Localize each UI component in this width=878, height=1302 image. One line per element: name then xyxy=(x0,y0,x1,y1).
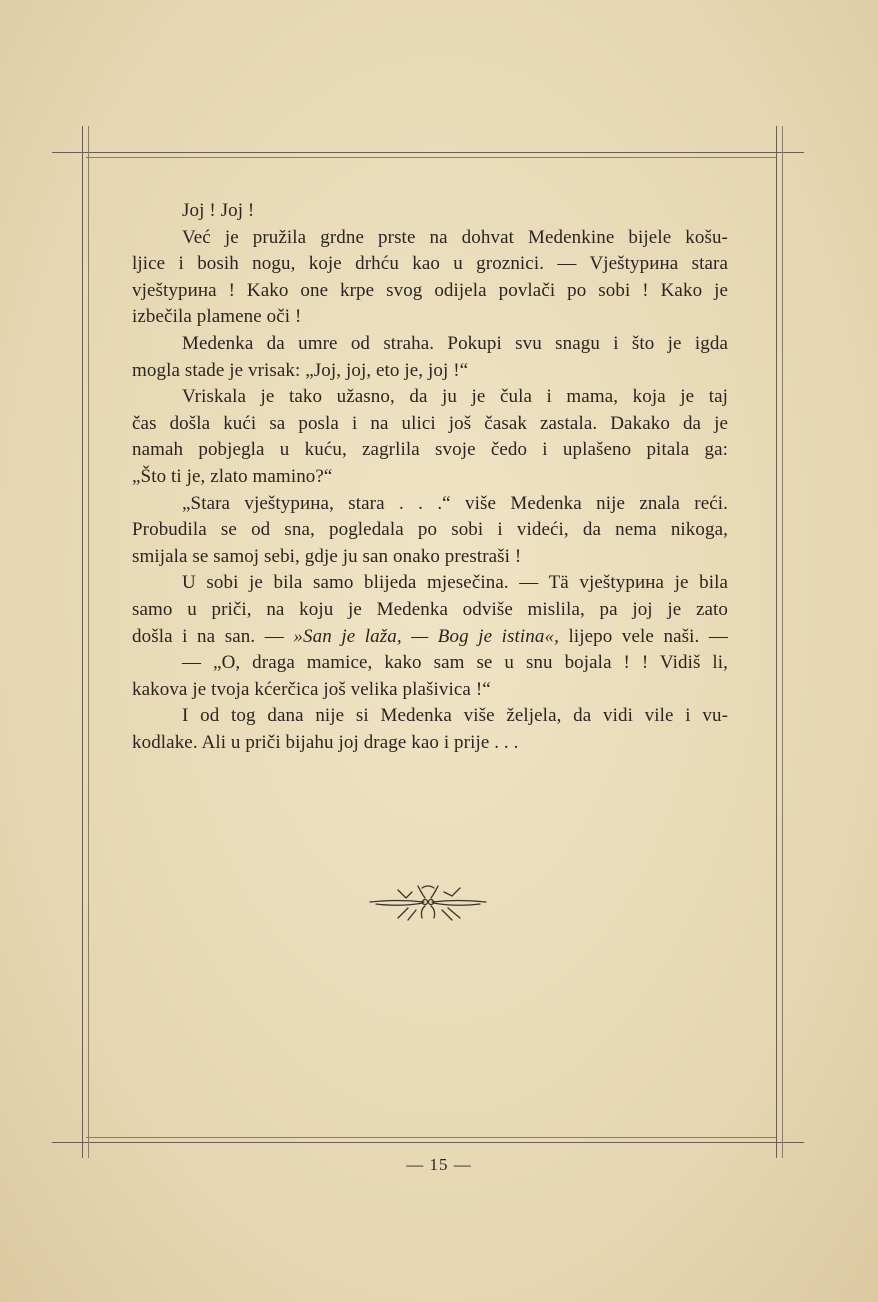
text-line: Probudila se od sna, pogledala po sobi i videći, da nema nikoga, xyxy=(132,519,728,541)
text-line: kodlake. Ali u priči bijahu joj drage kao i prije . . . xyxy=(132,731,519,753)
text-line: vještурина ! Kako one krpe svog odijela povlači po sobi ! Kako je xyxy=(132,279,728,301)
text-span: došla i na san. — xyxy=(132,625,294,647)
text-line: I od tog dana nije si Medenka više željela, da vidi vile i vu- xyxy=(182,705,728,727)
text-line: „Stara vještурина, stara . . .“ više Medenka nije znala reći. xyxy=(182,492,728,514)
paragraph-continued xyxy=(132,730,728,757)
story-text xyxy=(132,198,728,756)
text-line: ljice i bosih nogu, koje drhću kao u groznici. — Vještурина stara xyxy=(132,253,728,275)
paragraph-continued xyxy=(132,251,728,331)
text-line: čas došla kući sa posla i na ulici još časak zastala. Dakako da je xyxy=(132,412,728,434)
paragraph-continued xyxy=(132,677,728,704)
text-line: samo u priči, na koju je Medenka odviše mislila, pa joj je zato xyxy=(132,598,728,620)
text-line xyxy=(132,624,728,651)
frame-top-line xyxy=(52,152,804,153)
floral-vignette-icon xyxy=(368,880,488,924)
text-line: Vriskala je tako užasno, da ju je čula i mama, koja je taj xyxy=(182,386,728,408)
frame-bottom-line xyxy=(52,1142,804,1143)
frame-right-line xyxy=(776,126,777,1158)
paragraph-continued xyxy=(132,517,728,570)
paragraph xyxy=(132,384,728,411)
text-line: Joj ! Joj ! xyxy=(182,200,255,221)
paragraph-continued xyxy=(132,358,728,385)
text-line: mogla stade je vrisak: „Joj, joj, eto je, joj !“ xyxy=(132,359,469,381)
frame-left-line-inner xyxy=(88,126,89,1158)
paragraph xyxy=(132,491,728,518)
paragraph xyxy=(132,703,728,730)
paragraph xyxy=(132,225,728,252)
paragraph xyxy=(132,570,728,597)
paragraph-continued xyxy=(132,411,728,491)
text-line: smijala se samoj sebi, gdje ju san onako prestraši ! xyxy=(132,545,522,567)
page-number: — 15 — xyxy=(406,1155,472,1174)
frame-right-line-inner xyxy=(782,126,783,1158)
text-line: — „O, draga mamice, kako sam se u snu bojala ! ! Vidiš li, xyxy=(182,652,728,674)
paragraph xyxy=(132,198,728,225)
text-line: U sobi je bila samo blijeda mjesečina. — Tä vještурина je bila xyxy=(182,572,728,594)
paragraph-continued xyxy=(132,597,728,650)
text-line: Medenka da umre od straha. Pokupi svu snagu i što je igda xyxy=(182,332,728,354)
paragraph xyxy=(132,650,728,677)
text-line: namah pobjegla u kuću, zagrlila svoje čedo i uplašeno pitala ga: xyxy=(132,439,728,461)
text-line: Već je pružila grdne prste na dohvat Medenkine bijele košu- xyxy=(182,226,728,248)
frame-bottom-line-inner xyxy=(86,1137,776,1138)
text-span: lijepo vele naši. — xyxy=(558,625,728,647)
text-line: kakova je tvoja kćerčica još velika plašivica !“ xyxy=(132,678,491,700)
proverb-italic: »San je laža, — Bog je istina«, xyxy=(293,625,559,647)
text-line: izbečila plamene oči ! xyxy=(132,306,302,328)
paragraph xyxy=(132,331,728,358)
text-line: „Što ti je, zlato mamino?“ xyxy=(132,465,333,487)
frame-left-line xyxy=(82,126,83,1158)
frame-top-line-inner xyxy=(86,157,776,158)
